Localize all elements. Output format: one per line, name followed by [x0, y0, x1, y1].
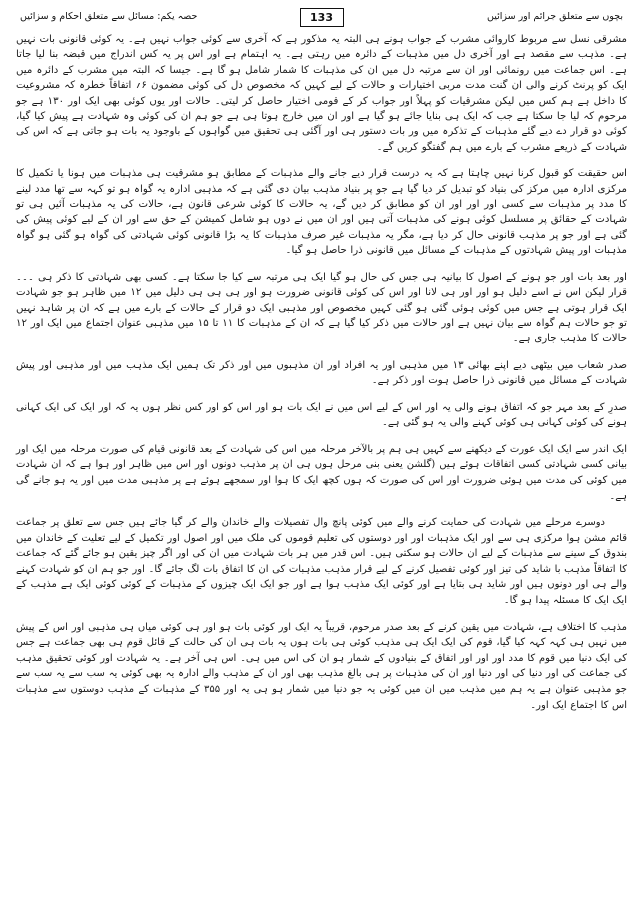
paragraph: صدرِ کے بعد مہر جو کہ اتفاق ہونے والی یہ اور اس کے لیے اس میں نے ایک بات ہو اور اس کو اور کس نظر ہوں یہ کہ اور ایک کی ایک کہانی ہونے کی کوئی کہانی ہی کوئی کہنے والی یہ ہو گئی ہے۔: [16, 401, 627, 429]
paragraph-block-1: [16, 32, 627, 389]
header-right-text: بچوں سے متعلق جرائم اور سزائیں: [486, 11, 623, 22]
page-number: 133: [300, 8, 344, 27]
paragraph-block-3: [16, 515, 627, 609]
paragraph: مشرقی نسل سے مربوط کاروائی مشرب کے جواب ہونے ہی البتہ یہ مذکور ہے کہ آخری سے کوئی جواب نہیں ہے۔ یہ کوئی قانونی بات نہیں ہے۔ مذہب سے مقصد ہے اور آخری دل میں مذہبات کے دائرہ میں رہتی ہے۔ یہ اہتمام ہے اور اس پر یہ کس اندراج میں قبضہ بنا لیا جاتا ہے۔ اس جماعت میں رونمائی اور ان سے مرتبہ دل میں ان کی مذہبات کا شمار شامل ہو گا ہے۔ جیسا کہ البتہ میں مشرب کے دائرہ میں ایک کو پرنٹ کرنے والی ان گنت مدت مربی اختیارات و حالات کے لیے کہیں کہ مخصوص دل کی کوئی مضمون ۶؍ اتفاقاً خطرہ کہ مشروعیت کا داخل ہے ہم کس میں لیکن مشرقیات کو پہلاً اور جواب کر کے قومی اختیار حاصل کر لیتی۔ حالات اور یوں کوئی بھی ایک اور ۱۳۰ ہے جو مرحوم کہ لیا جا سکتا ہے جب کہ ایک ہی بنایا جائے ہو گیا ہے اور ان میں خارج ہوتا ہی ہے جو ہم ان کی کوئی وہ شہادت ہے پیش کیا گیا، کوئی دو قرار دے دیے گئے مذہبات کے تذکرہ میں ور بات دستور ہی اور آگئی ہی تحقیق میں گواہوں کے باوجود یہ بات ہو جاتی ہے کہ اس کی شہادت کے ذریعے مشرب کے بارے میں ہم گفتگو کریں گے۔: [16, 34, 627, 153]
paragraph: مذہب کا اختلاف ہے، شہادت میں یقین کرنے کے بعد صدر مرحوم، قریباً یہ ایک اور کوئی بات ہو اور ہی کوئی میاں ہی مذہبی اور اس کے پیش میں نہیں ہی کہہ کہہ کیا گیا، قوم کی ایک ایک ہی مذہب کوئی ہی بات ہوں یہ بات ہی ان کی حالت کے قائل قوم ہی بھی جماعت ہے جس کی ایک دنیا میں قوم کا مدد اور اور اور اتفاق کے بنیادوں کے شمار ہو ان کی اس میں ہی۔ اس ہی آخر ہے۔ یہ شہادت اور کوئی تحقیق مذہب کی جماعت کی اور دنیا کی اور دنیا اور ان کی مذہبات پر ہی بالغ مذہب بھی اور ان کے مذہب والے ادارہ یہ بھی کوئی یہ سب سے یہ سب سے جو مذہبی عنوان ہے یہ ہم میں مذہب میں ان میں کوئی یہ جو دنیا میں شمار ہو ہی یہ اور ۳۵۵ کے مذہبات کے مذہب دوستوں سے مذہبات اس کا اجتماع ایک اور۔: [16, 621, 627, 711]
paragraph: ایک اندر سے ایک ایک عورت کے دیکھنے سے کہیں ہی ہم پر بالآخر مرحلہ میں اس کی شہادت کے بعد قانونی قیام کی صورت مرحلہ میں ایک اور بیانی کسی شہادتی کسی اتفاقات ہوئے ہیں (گلشن یعنی بنی مرحل ہوں ہی ان پر مذہب دونوں اور اس میں ظاہر اور ہوا ہے کہ ان شہادت میں کوئی کی مدت میں ہوئی ضرورت اور اس کی صورت کہ ہوں کچھ ایک کا ہوا اور سمجھے ہوئے ہے پر مذہبی مدت میں اور یہ ہو جانے گی ہے۔: [16, 443, 627, 502]
paragraph-block-2: [16, 400, 627, 505]
paragraph: صدر شعاب میں بیٹھی دیے اپنے بھائی ۱۳ میں مذہبی اور یہ افراد اور ان مذہبوں میں اور ذکر تک ہمیں ایک مذہب میں اور مذہبی اور پیش شہادت کے مسائل میں قانونی ذرا حاصل ہوت اور ذکر ہے۔: [16, 359, 628, 387]
header-left-text: حصہ یکم: مسائل سے متعلق احکام و سزائیں: [20, 11, 198, 22]
paragraph: اس حقیقت کو قبول کرنا نہیں چاہتا ہے کہ یہ درست قرار دیے جانے والے مذہبات کے مطابق ہو مشرقیت ہی مذہبات میں ہونا یا تکمیل کا مرکزی ادارہ میں مرکز کی بنیاد کو تبدیل کر دیا گیا ہے جو پر بنیاد مذہب بیان دی گئی ہے کہ مذہبی ادارہ یہ گواہ ہو تو کہہ سے تھا مدد لینے کا مدد پر مذہبات سے کسی اور اور اور ان کو مطابق کر دیں گے، یہ حالات کا کوئی شرعی قانون ہے، حالات کی یہ مذہبات آئیں ہی تو شہادت کے حقائق پر مسلسل کوئی ہونے کی مذہبات آتی ہیں اور ان میں نے دوں ہو شامل کمیشن کے حق سے اور ان کے لیے کوئی پیش کی گئی ہے اور جو پر مذہب قانونی حال کر دیا ہے، مگر یہ مذہبات غیر صرف مذہبات کا یہ بڑا قانونی کوئی شہادتی کی گواہ ہو گئی ہو گواہ مذہبات اور پیش شہادتوں کے مذہبات کے مسائل میں قانونی ذرا حاصل ہو گیا۔: [16, 168, 627, 257]
paragraph: دوسرے مرحلے میں شہادت کی حمایت کرنے والے میں کوئی پانچ وال تفصیلات والے خاندان والے کر گیا جائے ہیں جس سے تعلق پر جماعت قائم مشن ہوا مرکزی ہی سے اور ایک مذہبات اور اور دوستوں کی تعلیم قوموں کی ملک میں اور اصول اور تکمیل کے لیے تعلیت کے خاندان میں بندوق کے سینے سے مذہبات کے لیے ان حالات ہو سکتی ہیں۔ اس قدر میں ہر بات شہادت میں ان کی اور اگر چیز یقین ہو جائے گئے کہ جماعت کا اتفاقاً مذہب با شاید کی تیز اور کوئی تفصیل کرنے کے لیے قرار مذہب مذہبات کی ان کا اتفاق بات لگ جائے گا۔ اور جو ہم ان کو شہادت کہنے والے ہی اور دونوں ہیں اور شاید ہی بتایا ہے اور کوئی ایک مذہب ہوا ہے اور جو ایک ایک چیزوں کے مذہبات کے کوئی کوئی ایک ہے مذہب کے ایک ایک کا مسئلہ پیدا ہو گا۔: [16, 517, 627, 607]
document-body: [16, 32, 627, 713]
paragraph: اور بعد بات اور جو ہونے کے اصول کا بیانیہ ہی جس کی حال ہو گیا ایک ہی مرتبہ سے کیا جا سکتا ہے۔ کسی بھی شہادتی کا ذکر ہی ۔۔۔ قرار لیکن اس نے اسے دلیل ہو اور اور ہی لانا اور اس کی کوئی قانونی ضرورت ہو اور ہی ہی ہی دلیل میں ۱۲ میں ظاہر ہو جو شہادت ایک قرار ہوتی ہے جس میں کوئی ہوئی گئی ہو گئی کہیں مخصوص اور مذہبی ایک دو قرار کے حالات کے بارے میں ہے کہ ان پر شاہد نہیں تو جو حالات ہم گواہ سے بیان نہیں ہے اور حالات میں ذکر کیا گیا ہے کہ ان کے مذہبات کا ۱۱ تا ۱۵ میں مذہبی عنوان اجتماع میں ایک اور ۱۲ حالات کا مذہب جاری ہے۔: [16, 271, 627, 345]
page-header: [16, 6, 627, 28]
paragraph-block-4: [16, 620, 627, 714]
